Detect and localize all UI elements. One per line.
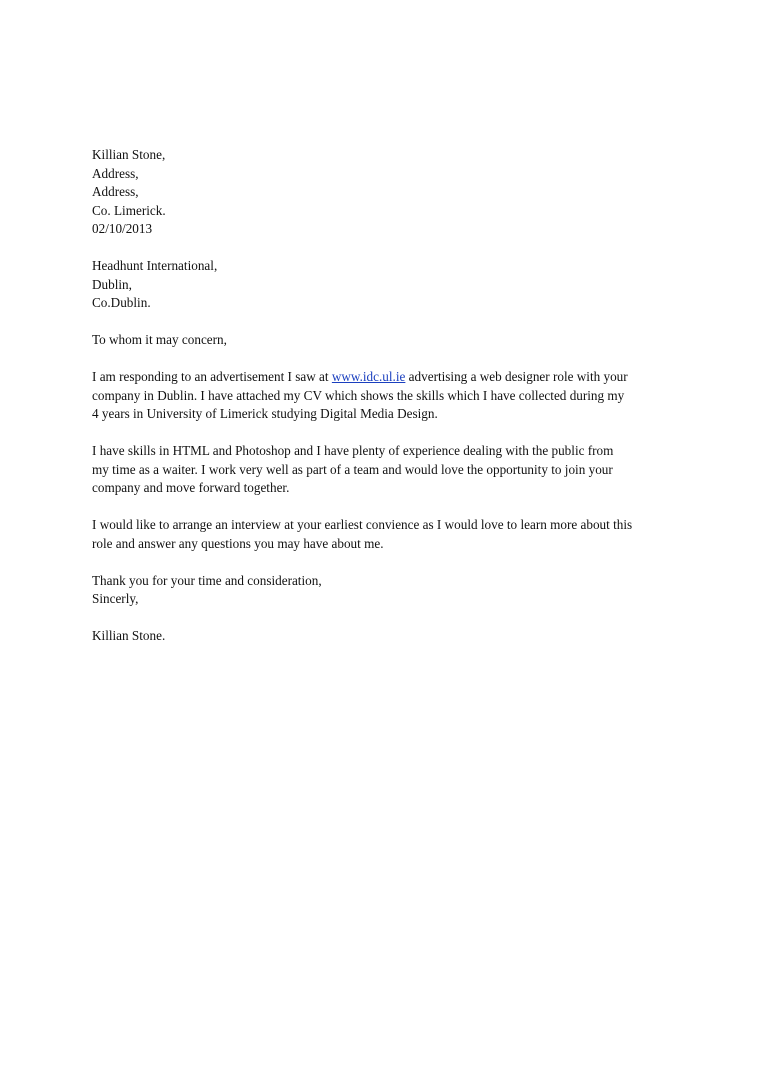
sender-address-line-2: Address,: [92, 184, 139, 199]
recipient-company: Headhunt International,: [92, 258, 218, 273]
paragraph-interview-line-2: role and answer any questions you may have about me.: [92, 535, 384, 551]
paragraph-intro-text-before-link: I am responding to an advertisement I saw at: [92, 369, 332, 384]
cover-letter: [92, 146, 692, 664]
paragraph-intro: [92, 368, 692, 424]
website-link[interactable]: www.idc.ul.ie: [331, 369, 406, 384]
paragraph-skills-line-3: company and move forward together.: [92, 480, 290, 495]
recipient-county: Co.Dublin.: [92, 295, 151, 310]
paragraph-intro-line-1: [92, 368, 692, 387]
paragraph-skills-line-2: my time as a waiter. I work very well as part of a team and would love the opportunity to join your: [92, 461, 613, 477]
recipient-city: Dublin,: [92, 276, 132, 292]
paragraph-intro-text-after-link: advertising a web designer role with your: [405, 369, 628, 384]
paragraph-skills: [92, 442, 692, 498]
sender-county: Co. Limerick.: [92, 202, 166, 218]
sender-address-line-1: Address,: [92, 165, 139, 181]
signature: Killian Stone.: [92, 628, 166, 643]
sender-address-block: [92, 146, 692, 239]
paragraph-skills-line-1: I have skills in HTML and Photoshop and I have plenty of experience dealing with the public from: [92, 443, 614, 458]
sender-name: Killian Stone,: [92, 147, 166, 162]
closing-thanks: Thank you for your time and consideration,: [92, 572, 322, 588]
paragraph-intro-line-2: company in Dublin. I have attached my CV which shows the skills which I have collected during my: [92, 387, 625, 403]
recipient-address-block: [92, 257, 692, 313]
closing-signoff: Sincerly,: [92, 591, 139, 606]
paragraph-intro-line-3: 4 years in University of Limerick studying Digital Media Design.: [92, 406, 438, 421]
paragraph-interview: [92, 516, 692, 553]
paragraph-interview-line-1: I would like to arrange an interview at your earliest convience as I would love to learn more about this: [92, 517, 633, 532]
salutation: To whom it may concern,: [92, 332, 227, 347]
closing-block: [92, 572, 692, 609]
letter-date: 02/10/2013: [92, 221, 153, 236]
